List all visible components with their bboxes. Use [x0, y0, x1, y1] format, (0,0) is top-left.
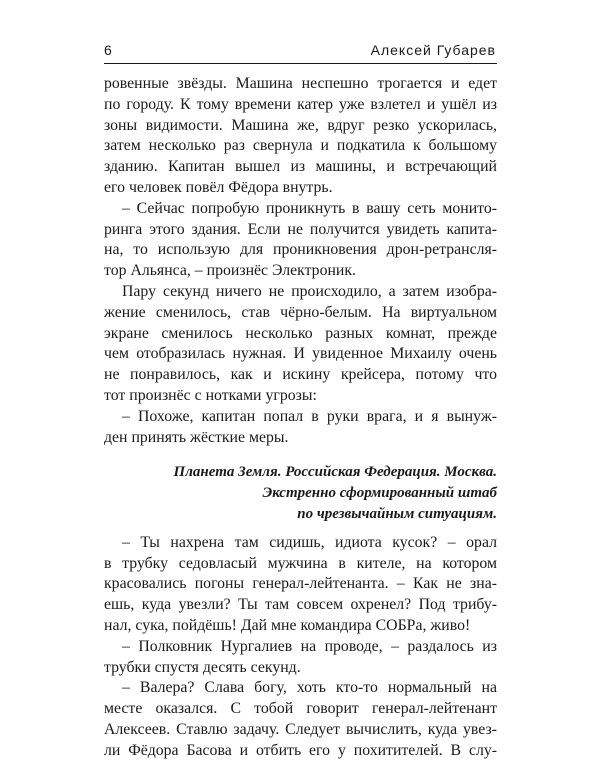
paragraph: [104, 637, 497, 679]
text-line: зоны видимости. Машина же, вдруг резко ускорилась,: [104, 116, 497, 134]
section-gap: [104, 525, 497, 533]
text-line: – Валера? Слава богу, хоть кто-то нормальный на: [122, 679, 497, 697]
text-line: ровенные звёзды. Машина неспешно трогается и едет: [104, 75, 497, 92]
text-line: его человек повёл Фёдора внутрь.: [104, 178, 333, 196]
text-line: не понравилось, как и искину крейсера, потому что: [104, 366, 497, 384]
text-line: ешь, куда увезли? Ты там совсем охренел? Под трибу-: [104, 596, 497, 614]
page-number: 6: [104, 42, 113, 58]
text-line: – Похоже, капитан попал в руки врага, и я вынуж-: [122, 407, 497, 425]
text-line: затем несколько раз свернула и подкатила к большому: [104, 137, 497, 155]
section-gap: [104, 448, 497, 462]
section-heading: [104, 462, 497, 524]
text-line: зданию. Капитан вышел из машины, и встречающий: [104, 158, 497, 176]
text-line: по городу. К тому времени катер уже взлетел и ушёл из: [104, 95, 497, 113]
text-line: – Ты нахрена там сидишь, идиота кусок? – орал: [122, 533, 497, 551]
text-line: ли Фёдора Басова и отбить его у похитителей. В слу-: [104, 741, 497, 759]
paragraph: [104, 678, 497, 761]
text-line: месте оказался. С тобой говорит генерал-лейтенант: [104, 700, 497, 718]
page-body: [104, 74, 497, 762]
text-line: Алексеев. Ставлю задачу. Следует вычислить, куда увез-: [104, 720, 497, 738]
header-rule: [104, 63, 497, 64]
page-header: [104, 40, 496, 62]
text-line: трубки спустя десять секунд.: [104, 658, 301, 676]
text-line: тор Альянса, – произнёс Электроник.: [104, 262, 356, 280]
text-line: жение сменилось, став чёрно-белым. На виртуальном: [104, 303, 497, 321]
heading-line: Планета Земля. Российская Федерация. Москва.: [173, 464, 497, 481]
paragraph: [104, 74, 497, 199]
text-line: в трубку седовласый мужчина в кителе, на котором: [104, 554, 497, 572]
running-head-author: Алексей Губарев: [370, 42, 496, 58]
text-line: нал, сука, пойдёшь! Дай мне командира СОБРа, живо!: [104, 616, 471, 634]
text-line: ден принять жёсткие меры.: [104, 428, 289, 446]
text-line: тот произнёс с нотками угрозы:: [104, 386, 317, 404]
text-line: – Сейчас попробую проникнуть в вашу сеть монито-: [122, 199, 497, 217]
paragraph: [104, 533, 497, 637]
text-line: чем отобразилась нужная. И увиденное Михаилу очень: [104, 345, 497, 363]
text-line: Пару секунд ничего не происходило, а затем изобра-: [122, 282, 497, 300]
text-line: красовались погоны генерал-лейтенанта. – Как не зна-: [104, 575, 497, 593]
text-line: на, то использую для проникновения дрон-ретрансля-: [104, 241, 497, 259]
heading-line: Экстренно сформированный штаб: [262, 485, 497, 502]
paragraph: [104, 407, 497, 449]
paragraph: [104, 199, 497, 282]
text-line: экране сменилось несколько разных комнат, прежде: [104, 324, 497, 342]
text-line: ринга этого здания. Если не получится увидеть капита-: [104, 220, 497, 238]
heading-line: по чрезвычайным ситуациям.: [297, 505, 497, 522]
text-line: – Полковник Нургалиев на проводе, – раздалось из: [122, 637, 497, 655]
paragraph: [104, 282, 497, 407]
